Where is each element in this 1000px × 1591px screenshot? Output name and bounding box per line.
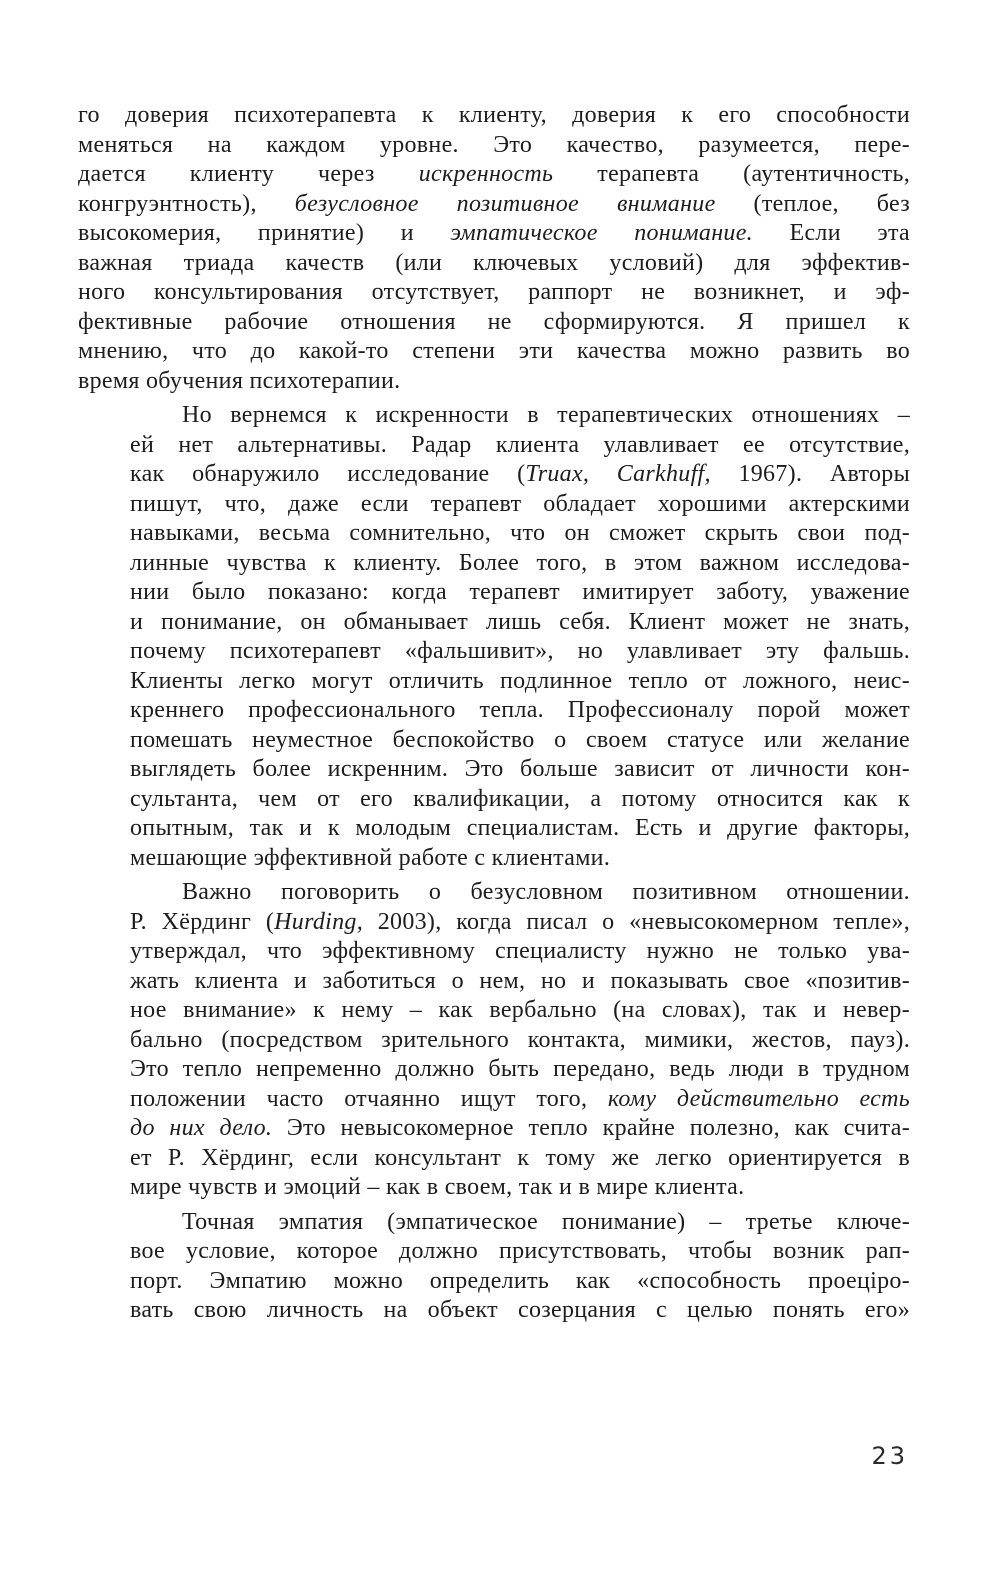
text-line xyxy=(78,1144,910,1174)
text-run: ей нет альтернативы. Радар клиента улавливает ее отсутствие, xyxy=(130,431,910,458)
text-run: го доверия психотерапевта к клиенту, доверия к его способности xyxy=(78,102,910,128)
text-line xyxy=(78,1114,910,1144)
text-run: креннего профессионального тепла. Профессионалу порой может xyxy=(130,697,910,723)
text-line xyxy=(78,1237,910,1267)
text-line xyxy=(78,1085,910,1115)
italic-run: Hurding, xyxy=(274,908,364,935)
text-line xyxy=(78,844,910,874)
text-line xyxy=(78,249,910,279)
paragraph xyxy=(78,878,910,1203)
text-line xyxy=(78,460,910,490)
page-number: 23 xyxy=(871,1442,908,1470)
text-run: мешающие эффективной работе с клиентами. xyxy=(130,844,611,871)
text-line xyxy=(78,219,910,249)
text-line xyxy=(78,967,910,997)
text-line xyxy=(78,578,910,608)
text-line xyxy=(78,937,910,967)
text-run: (теплое, без xyxy=(715,190,910,217)
text-run: Это невысокомерное тепло крайне полезно, как счита- xyxy=(272,1115,911,1141)
text-line xyxy=(78,814,910,844)
text-line xyxy=(78,726,910,756)
text-line xyxy=(78,878,910,908)
text-run: навыками, весьма сомнительно, что он сможет скрыть свои под- xyxy=(130,520,910,546)
text-run: меняться на каждом уровне. Это качество, разумеется, пере- xyxy=(78,131,910,158)
text-run: терапевта (аутентичность, xyxy=(553,161,911,187)
text-run: ного консультирования отсутствует, раппорт не возникнет, и эф- xyxy=(78,279,910,305)
text-line xyxy=(78,190,910,220)
text-run: конгруэнтность), xyxy=(78,190,295,217)
text-run: помешать неуместное беспокойство о своем статусе или желание xyxy=(130,726,910,753)
text-line xyxy=(78,431,910,461)
text-run: 2003), когда писал о «невысокомерном тепле», xyxy=(363,908,910,935)
text-line xyxy=(78,908,910,938)
text-line xyxy=(78,1026,910,1056)
text-run: Р. Хёрдинг ( xyxy=(130,908,275,935)
text-line xyxy=(78,401,910,431)
text-run: вать свою личность на объект созерцания с целью понять его» xyxy=(130,1297,910,1323)
text-run: почему психотерапевт «фальшивит», но улавливает эту фальшь. xyxy=(130,638,910,664)
italic-run: искренность xyxy=(418,161,554,187)
text-run: утверждал, что эффективному специалисту нужно не только ува- xyxy=(130,938,910,964)
text-line xyxy=(78,1055,910,1085)
text-run: Если эта xyxy=(752,220,910,246)
text-line xyxy=(78,278,910,308)
text-line xyxy=(78,367,910,397)
text-run: Точная эмпатия (эмпатическое понимание) – третье ключе- xyxy=(182,1208,910,1235)
paragraph xyxy=(78,101,910,396)
text-run: важная триада качеств (или ключевых условий) для эффектив- xyxy=(78,249,910,276)
text-run: и понимание, он обманывает лишь себя. Клиент может не знать, xyxy=(130,608,910,635)
text-run: ет Р. Хёрдинг, если консультант к тому же легко ориентируется в xyxy=(130,1144,910,1171)
text-line xyxy=(78,1173,910,1203)
text-run: пишут, что, даже если терапевт обладает хорошими актерскими xyxy=(130,490,910,517)
text-run: время обучения психотерапии. xyxy=(78,367,401,394)
text-line xyxy=(78,1296,910,1326)
text-run: мнению, что до какой-то степени эти качества можно развить во xyxy=(78,338,910,364)
text-run: жать клиента и заботиться о нем, но и показывать свое «позитив- xyxy=(130,967,910,994)
text-line xyxy=(78,490,910,520)
italic-run: до них дело. xyxy=(130,1115,273,1141)
text-line xyxy=(78,608,910,638)
text-run: высокомерия, принятие) и xyxy=(78,220,451,246)
text-line xyxy=(78,637,910,667)
paragraph xyxy=(78,401,910,873)
text-run: Клиенты легко могут отличить подлинное тепло от ложного, неис- xyxy=(130,667,910,694)
text-run: бально (посредством зрительного контакта, мимики, жестов, пауз). xyxy=(130,1026,910,1053)
italic-run: эмпатическое понимание. xyxy=(450,220,753,246)
text-line xyxy=(78,755,910,785)
text-run: 1967). Авторы xyxy=(710,461,911,487)
text-line xyxy=(78,160,910,190)
text-line xyxy=(78,696,910,726)
text-run: нии было показано: когда терапевт имитирует заботу, уважение xyxy=(130,579,910,605)
text-line xyxy=(78,1208,910,1238)
text-line xyxy=(78,308,910,338)
paragraph xyxy=(78,1208,910,1326)
text-line xyxy=(78,996,910,1026)
text-run: Но вернемся к искренности в терапевтических отношениях – xyxy=(182,402,910,428)
text-run: Важно поговорить о безусловном позитивном отношении. xyxy=(182,879,910,905)
text-run: опытным, так и к молодым специалистам. Есть и другие факторы, xyxy=(130,815,910,841)
italic-run: Truax, Carkhuff, xyxy=(525,461,711,487)
text-run: как обнаружило исследование ( xyxy=(130,461,526,487)
text-run: порт. Эмпатию можно определить как «способность проецiро- xyxy=(130,1267,910,1294)
text-run: сультанта, чем от его квалификации, а потому относится как к xyxy=(130,785,910,812)
text-run: Это тепло непременно должно быть передано, ведь люди в трудном xyxy=(130,1056,910,1082)
text-line xyxy=(78,549,910,579)
text-line xyxy=(78,131,910,161)
italic-run: безусловное позитивное внимание xyxy=(294,190,716,217)
text-run: ное внимание» к нему – как вербально (на словах), так и невер- xyxy=(130,997,910,1023)
body-text xyxy=(78,101,910,1326)
text-run: дается клиенту через xyxy=(78,161,419,187)
text-run: положении часто отчаянно ищут того, xyxy=(130,1085,608,1112)
text-run: фективные рабочие отношения не сформируются. Я пришел к xyxy=(78,308,910,335)
text-line xyxy=(78,667,910,697)
italic-run: кому действительно есть xyxy=(607,1085,910,1112)
text-run: мире чувств и эмоций – как в своем, так и в мире клиента. xyxy=(130,1174,745,1200)
text-line xyxy=(78,101,910,131)
text-run: выглядеть более искренним. Это больше зависит от личности кон- xyxy=(130,756,910,782)
text-line xyxy=(78,519,910,549)
text-run: линные чувства к клиенту. Более того, в этом важном исследова- xyxy=(130,549,910,576)
text-line xyxy=(78,1267,910,1297)
text-run: вое условие, которое должно присутствовать, чтобы возник рап- xyxy=(130,1238,910,1264)
text-line xyxy=(78,337,910,367)
text-line xyxy=(78,785,910,815)
